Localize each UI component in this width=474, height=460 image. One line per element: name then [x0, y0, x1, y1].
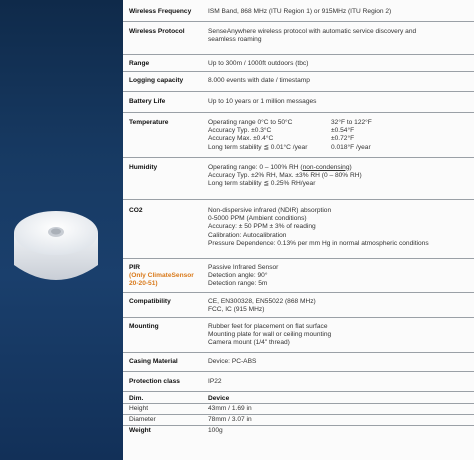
pir-label: PIR: [129, 263, 140, 271]
pir-note: 20-20-51): [129, 280, 158, 288]
left-blue-panel: [0, 0, 123, 460]
spec-value-line: Passive Infrared Sensor: [208, 263, 279, 271]
spec-label: Casing Material: [123, 352, 202, 371]
spec-value-line: Pressure Dependence: 0.13% per mm Hg in normal atmospheric conditions: [208, 240, 429, 248]
pir-note: (Only ClimateSensor: [129, 271, 194, 279]
spec-row-dimensions: [123, 391, 474, 403]
spec-label: Range: [123, 54, 202, 71]
temperature-fahrenheit: 0.018°F /year: [331, 143, 371, 151]
spec-label: Battery Life: [123, 91, 202, 112]
spec-value: Up to 10 years or 1 million messages: [202, 91, 474, 112]
temperature-celsius: Operating range 0°C to 50°C: [208, 118, 293, 126]
spec-value: [202, 258, 474, 292]
spec-value: [202, 157, 474, 199]
spec-table: [123, 0, 474, 436]
spec-value: 100g: [202, 425, 474, 436]
spec-value-line: Rubber feet for placement on flat surface: [208, 322, 328, 330]
spec-row-battery-life: [123, 91, 474, 112]
temperature-fahrenheit: 32°F to 122°F: [331, 118, 372, 126]
spec-label: Humidity: [123, 157, 202, 199]
spec-value-line: SenseAnywhere wireless protocol with automatic service discovery and: [208, 27, 417, 35]
temperature-fahrenheit: ±0.72°F: [331, 135, 355, 143]
spec-value-line: Non-dispersive infrared (NDIR) absorption: [208, 206, 332, 214]
spec-label: Weight: [123, 425, 202, 436]
spec-label: Wireless Frequency: [129, 8, 192, 15]
spec-row-humidity: [123, 157, 474, 199]
non-condensing-text: non-condensing: [302, 163, 350, 171]
humidity-range-line: [208, 164, 471, 172]
spec-value: IP22: [202, 371, 474, 391]
diameter-value: 78mm / 3.07 in: [202, 414, 474, 425]
spec-value: Up to 300m / 1000ft outdoors (tbc): [202, 54, 474, 71]
spec-value-line: Accuracy: ± 50 PPM ± 3% of reading: [208, 223, 316, 231]
spec-table-area: [123, 0, 474, 460]
spec-row-pir: [123, 258, 474, 292]
spec-row-co2: [123, 199, 474, 258]
spec-row-logging-capacity: [123, 71, 474, 91]
spec-label: Dim.: [123, 391, 202, 403]
spec-row-wireless-frequency: [123, 0, 474, 21]
humidity-range-text: Operating range: 0 – 100% RH (: [208, 163, 303, 171]
spec-label: [123, 258, 202, 292]
spec-label: Logging capacity: [123, 71, 202, 91]
height-label: Height: [123, 403, 202, 414]
spec-value-line: seamless roaming: [208, 35, 262, 43]
spec-value: [202, 112, 474, 157]
temperature-line: [208, 135, 471, 143]
temperature-celsius: Accuracy Max. ±0.4°C: [208, 135, 274, 143]
spec-value: [202, 292, 474, 317]
spec-value-line: Long term stability ≦ 0.25% RH/year: [208, 180, 316, 188]
spec-value-line: FCC, IC (915 MHz): [208, 305, 265, 313]
spec-row-casing-material: [123, 352, 474, 371]
diameter-label: Diameter: [123, 414, 202, 425]
spec-label: Protection class: [123, 371, 202, 391]
spec-label: Compatibility: [123, 292, 202, 317]
temperature-line: [208, 119, 471, 127]
temperature-celsius: Accuracy Typ. ±0.3°C: [208, 126, 272, 134]
spec-label: Temperature: [123, 112, 202, 157]
spec-row-mounting: [123, 317, 474, 352]
spec-value-line: Detection angle: 90°: [208, 271, 268, 279]
spec-row-weight: [123, 425, 474, 436]
spec-row-compatibility: [123, 292, 474, 317]
spec-value: [202, 199, 474, 258]
spec-label: Wireless Protocol: [123, 21, 202, 54]
dimensions-header: Device: [202, 391, 474, 403]
spec-value: Device: PC-ABS: [202, 352, 474, 371]
temperature-fahrenheit: ±0.54°F: [331, 126, 355, 134]
spec-row-range: [123, 54, 474, 71]
spec-value: ISM Band, 868 MHz (ITU Region 1) or 915MHz (ITU Region 2): [208, 8, 392, 15]
spec-value-line: 0-5000 PPM (Ambient conditions): [208, 214, 307, 222]
spec-value-line: CE, EN300328, EN55022 (868 MHz): [208, 297, 316, 305]
temperature-celsius: Long term stability ≦ 0.01°C /year: [208, 143, 308, 151]
spec-value: 8.000 events with date / timestamp: [202, 71, 474, 91]
temperature-line: [208, 144, 471, 152]
spec-value-line: Accuracy Typ. ±2% RH, Max. ±3% RH (0 – 80% RH): [208, 171, 362, 179]
spec-label: Mounting: [123, 317, 202, 352]
spec-value-line: Camera mount (1/4" thread): [208, 339, 290, 347]
spec-row-height: [123, 403, 474, 414]
spec-row-temperature: [123, 112, 474, 157]
spec-value: [202, 21, 474, 54]
spec-row-diameter: [123, 414, 474, 425]
humidity-range-close: ): [349, 163, 352, 171]
spec-value-line: Mounting plate for wall or ceiling mounting: [208, 330, 332, 338]
spec-value: [202, 317, 474, 352]
spec-label: CO2: [123, 199, 202, 258]
spec-value-line: Detection range: 5m: [208, 280, 268, 288]
spec-row-protection-class: [123, 371, 474, 391]
spec-row-wireless-protocol: [123, 21, 474, 54]
height-value: 43mm / 1.69 in: [202, 403, 474, 414]
spec-value-line: Calibration: Autocalibration: [208, 231, 287, 239]
sensor-device-image: [8, 203, 104, 291]
